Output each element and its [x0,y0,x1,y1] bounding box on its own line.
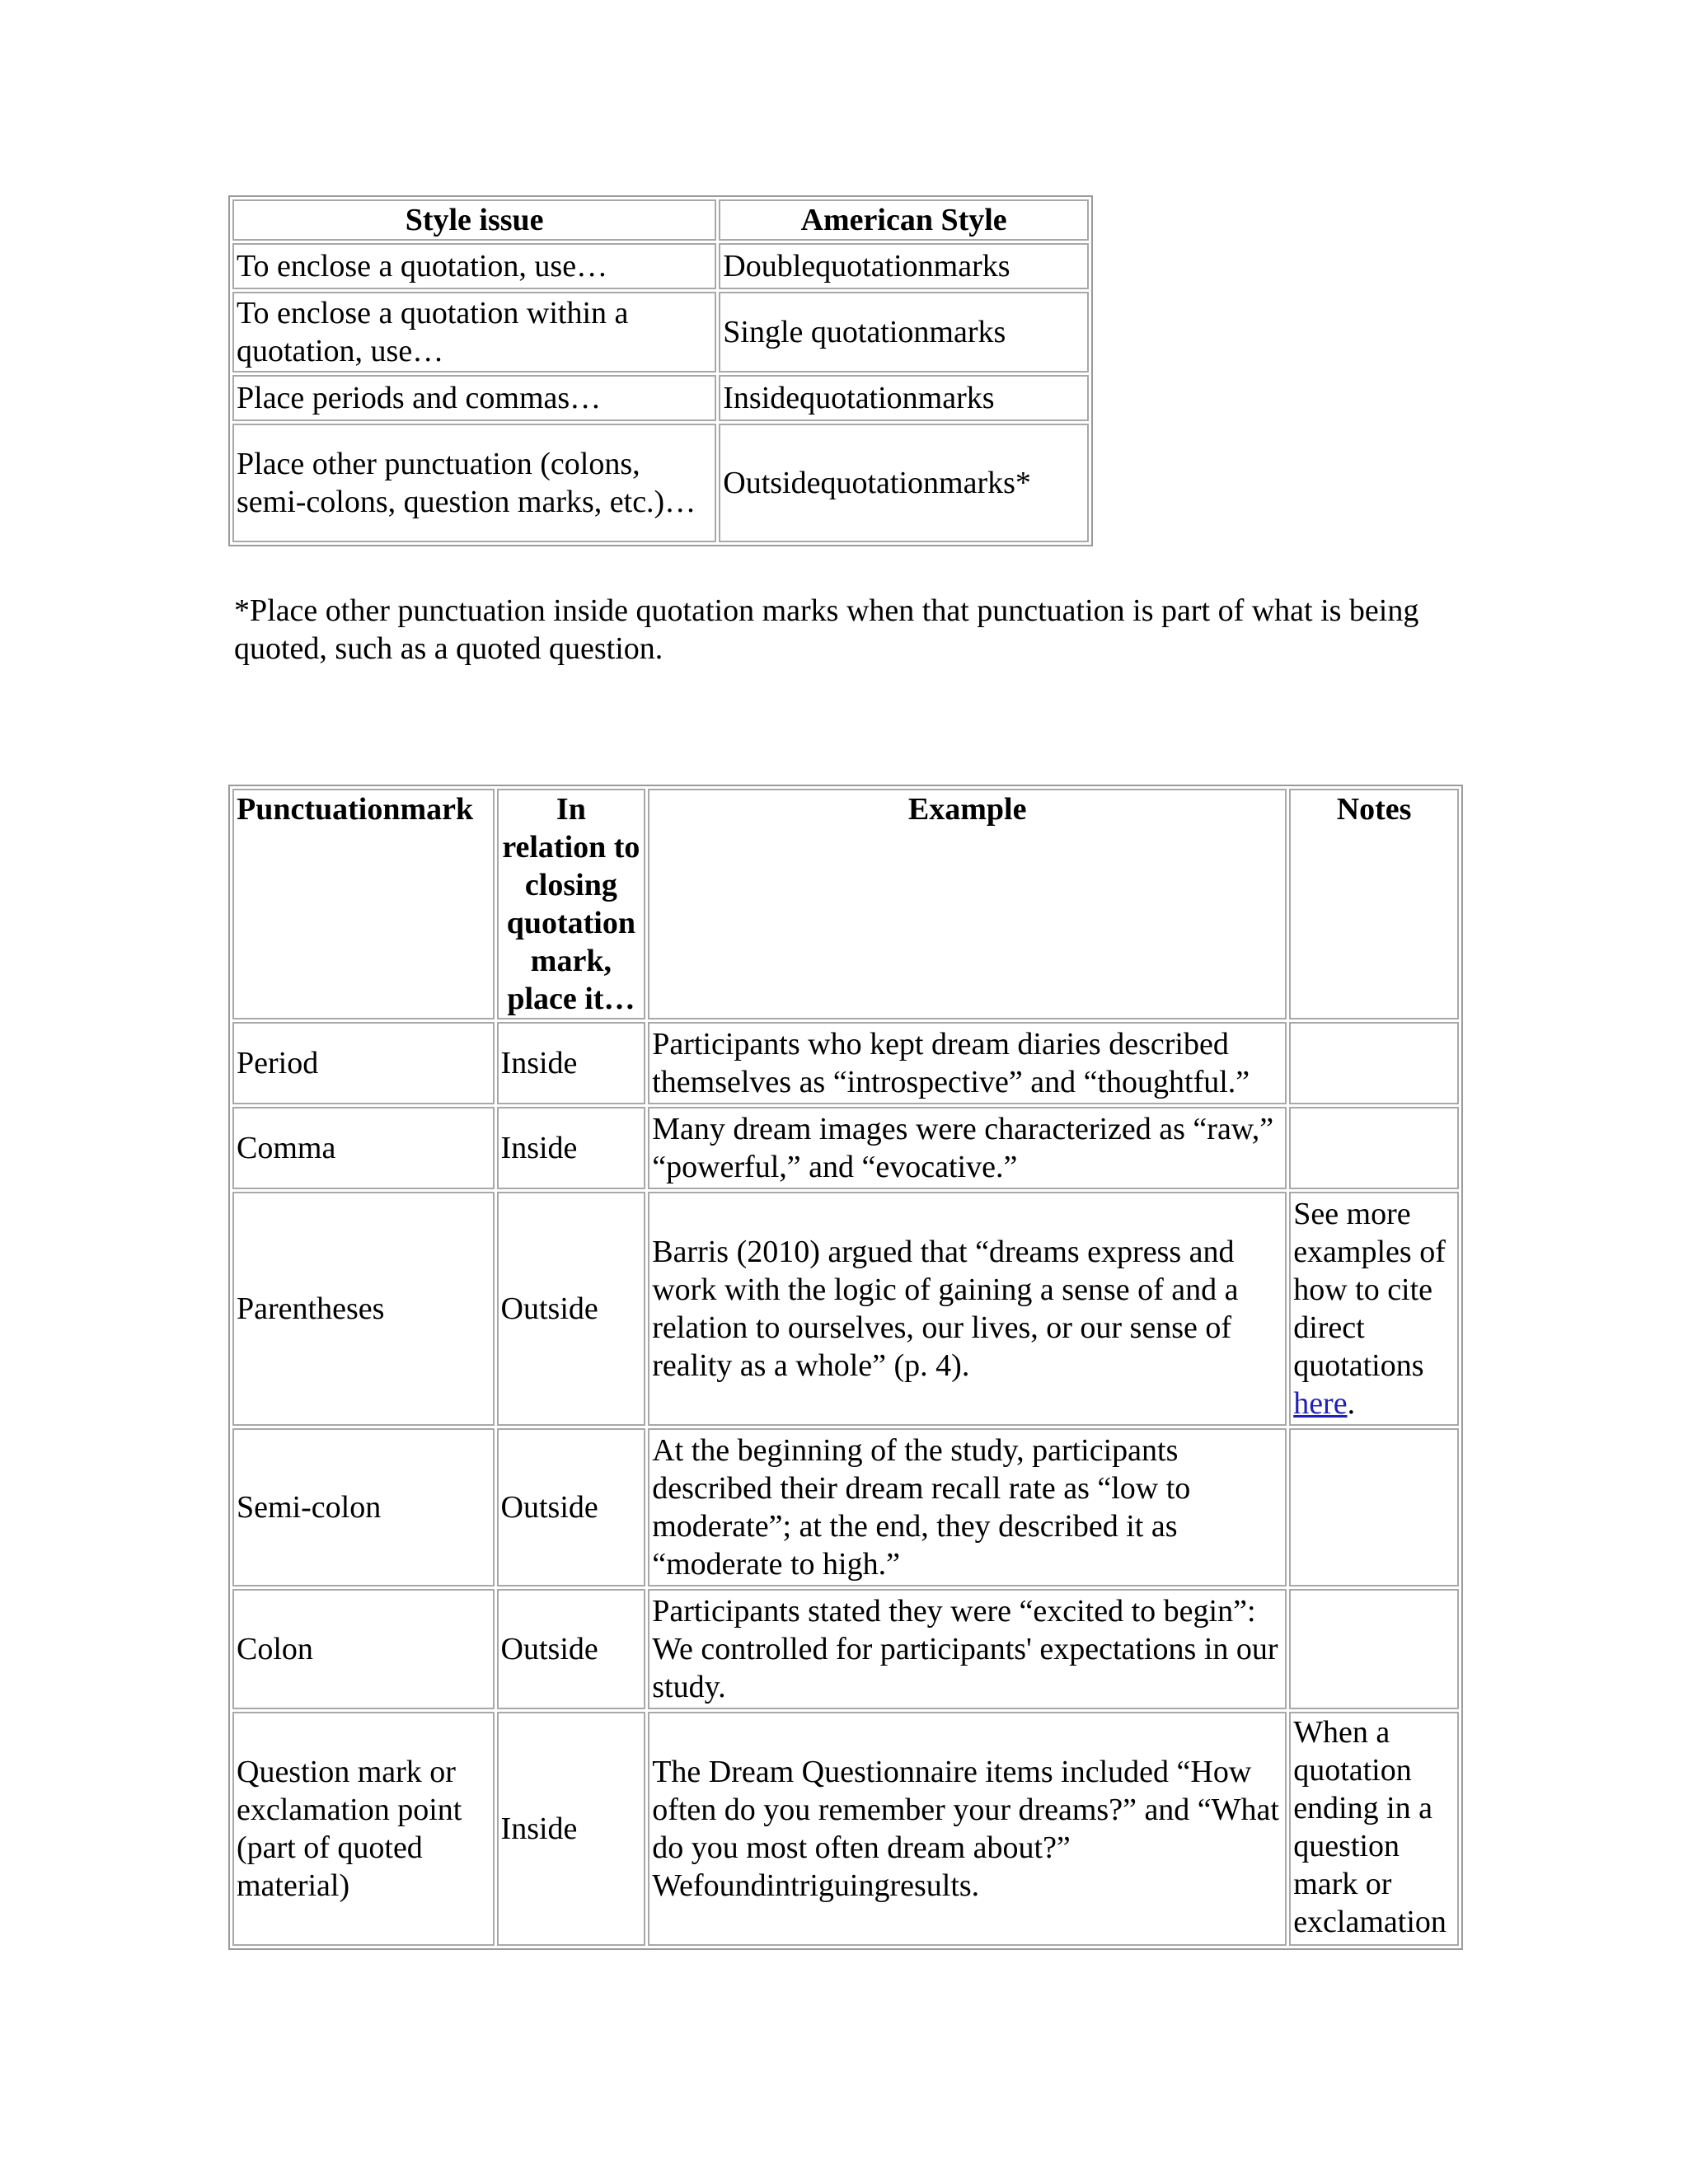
placement-cell: Inside [497,1022,646,1104]
american-style-cell: Single quotationmarks [719,292,1089,373]
example-cell: Barris (2010) argued that “dreams express and work with the logic of gaining a sense of and a relation to ourselves, our lives, or our sense of reality as a whole” (p. 4). [648,1192,1287,1426]
table-row [232,375,1089,421]
column-header-american-style: American Style [719,199,1089,241]
notes-text: See more examples of how to cite direct quotations [1293,1197,1446,1383]
column-header-punctuation-mark: Punctuationmark [232,789,495,1019]
footnote-text: *Place other punctuation inside quotation marks when that punctuation is part of what is being quoted, such as a quoted question. [234,593,1419,666]
notes-cell [1289,1589,1459,1709]
example-cell: Participants stated they were “excited to begin”: We controlled for participants' expectations in our study. [648,1589,1287,1709]
example-cell: At the beginning of the study, participants described their dream recall rate as “low to moderate”; at the end, they described it as “moderate to high.” [648,1428,1287,1586]
style-issue-cell: Place periods and commas… [232,375,716,421]
table-row-semi-colon [232,1428,1459,1586]
notes-cell [1289,1022,1459,1104]
table-row [232,243,1089,289]
example-cell: Participants who kept dream diaries described themselves as “introspective” and “thoughtful.” [648,1022,1287,1104]
style-issue-cell: Place other punctuation (colons, semi-colons, question marks, etc.)… [232,424,716,542]
punctuation-mark-cell: Period [232,1022,495,1104]
american-style-cell: Outsidequotationmarks* [719,424,1089,542]
placement-cell: Outside [497,1428,646,1586]
notes-cell: When a quotation ending in a question mark or exclamation [1289,1712,1459,1946]
punctuation-mark-cell: Parentheses [232,1192,495,1426]
placement-cell: Outside [497,1589,646,1709]
notes-cell [1289,1107,1459,1189]
here-link[interactable]: here [1293,1386,1348,1421]
table-header-row [232,789,1459,1019]
table-row [232,424,1089,542]
column-header-style-issue: Style issue [232,199,716,241]
table-row-colon [232,1589,1459,1709]
placement-cell: Inside [497,1107,646,1189]
column-header-placement: In relation to closing quotation mark, place it… [497,789,646,1019]
column-header-notes: Notes [1289,789,1459,1019]
style-comparison-table [228,195,1093,546]
style-issue-cell: To enclose a quotation, use… [232,243,716,289]
american-style-cell: Insidequotationmarks [719,375,1089,421]
column-header-example: Example [648,789,1287,1019]
punctuation-mark-cell: Question mark or exclamation point (part of quoted material) [232,1712,495,1946]
example-cell: The Dream Questionnaire items included “How often do you remember your dreams?” and “What do you most often dream about?” Wefoundintriguingresults. [648,1712,1287,1946]
style-issue-cell: To enclose a quotation within a quotation, use… [232,292,716,373]
punctuation-mark-cell: Colon [232,1589,495,1709]
punctuation-mark-cell: Comma [232,1107,495,1189]
placement-cell: Inside [497,1712,646,1946]
table-row-parentheses [232,1192,1459,1426]
table-row-question-mark [232,1712,1459,1946]
example-cell: Many dream images were characterized as “raw,” “powerful,” and “evocative.” [648,1107,1287,1189]
table-header-row [232,199,1089,241]
american-style-cell: Doublequotationmarks [719,243,1089,289]
notes-cell [1289,1192,1459,1426]
placement-cell: Outside [497,1192,646,1426]
table-row-period [232,1022,1459,1104]
punctuation-mark-cell: Semi-colon [232,1428,495,1586]
notes-cell [1289,1428,1459,1586]
punctuation-placement-table [228,785,1463,1950]
table-row [232,292,1089,373]
table-row-comma [232,1107,1459,1189]
notes-trailing-period: . [1347,1386,1356,1421]
